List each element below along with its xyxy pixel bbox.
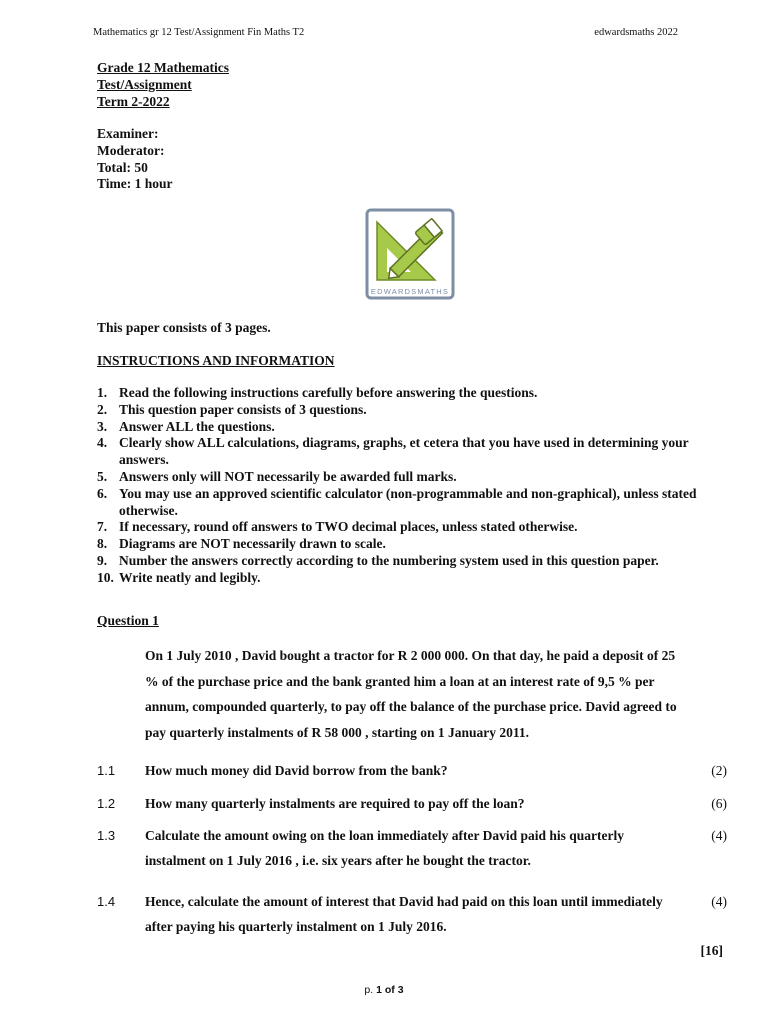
sub-question-1-3 (97, 823, 727, 873)
instructions-list (97, 385, 717, 587)
sub-question-marks: (4) (711, 828, 727, 843)
list-item: 7. If necessary, round off answers to TWO decimal places, unless stated otherwise. (97, 519, 578, 535)
paper-meta (97, 126, 173, 193)
list-item: 1. Read the following instructions carefully before answering the questions. (97, 385, 538, 400)
sub-question-1-1 (97, 758, 727, 783)
list-item: 6. You may use an approved scientific calculator (non-programmable and non-graphical), unless stated otherwise. (97, 485, 697, 518)
time-label: Time: 1 hour (97, 176, 173, 192)
list-item: 3. Answer ALL the questions. (97, 418, 275, 434)
title-grade: Grade 12 Mathematics (97, 60, 229, 75)
moderator-label: Moderator: (97, 142, 165, 158)
sub-question-text: How many quarterly instalments are required to pay off the loan? (145, 796, 525, 811)
list-item: 4. Clearly show ALL calculations, diagrams, graphs, et cetera that you have used in determining your answers. (97, 435, 689, 468)
sub-question-number: 1.4 (97, 894, 116, 909)
question-1-title: Question 1 (97, 613, 159, 628)
paper-title (97, 60, 229, 110)
title-term: Term 2-2022 (97, 93, 170, 109)
question-1-intro: On 1 July 2010 , David bought a tractor for R 2 000 000. On that day, he paid a deposit of 25 % of the purchase price and the bank granted him a loan at an interest rate of 9,5 % per annum, compounded quarterly, to pay off the balance of the purchase price. David agreed to pay quarterly instalments of R 58 000 , starting on 1 January 2011. (145, 648, 677, 740)
examiner-label: Examiner: (97, 126, 159, 141)
list-item: 2. This question paper consists of 3 questions. (97, 401, 367, 417)
sub-question-number: 1.3 (97, 828, 116, 843)
list-item: 10. Write neatly and legibly. (97, 569, 261, 585)
sub-question-number: 1.2 (97, 796, 116, 811)
list-item: 9. Number the answers correctly according to the numbering system used in this question paper. (97, 552, 659, 568)
page-number: p. 1 of 3 (364, 984, 404, 996)
total-label: Total: 50 (97, 159, 148, 175)
sub-question-text: Calculate the amount owing on the loan immediately after David paid his quarterly instalment on 1 July 2016 , i.e. six years after he bought the tractor. (145, 828, 624, 868)
header-left-text: Mathematics gr 12 Test/Assignment Fin Maths T2 (93, 27, 305, 38)
question-1-total: [16] (700, 943, 723, 958)
sub-question-1-2 (97, 791, 727, 816)
instructions-title: INSTRUCTIONS AND INFORMATION (97, 353, 335, 368)
title-type: Test/Assignment (97, 76, 192, 92)
list-item: 5. Answers only will NOT necessarily be awarded full marks. (97, 468, 457, 484)
pages-note: This paper consists of 3 pages. (97, 320, 271, 335)
sub-question-marks: (4) (711, 894, 727, 909)
sub-question-marks: (2) (711, 763, 727, 778)
header-right-text: edwardsmaths 2022 (594, 27, 678, 38)
edwardsmaths-logo-icon (365, 208, 455, 300)
svg-text:EDWARDSMATHS: EDWARDSMATHS (370, 287, 450, 296)
sub-question-text: How much money did David borrow from the bank? (145, 763, 448, 778)
sub-question-text: Hence, calculate the amount of interest that David had paid on this loan until immediately after paying his quarterly instalment on 1 July 2016. (145, 894, 663, 934)
list-item: 8. Diagrams are NOT necessarily drawn to scale. (97, 536, 386, 552)
sub-question-number: 1.1 (97, 763, 116, 778)
sub-question-marks: (6) (711, 796, 727, 811)
sub-question-1-4 (97, 889, 727, 939)
